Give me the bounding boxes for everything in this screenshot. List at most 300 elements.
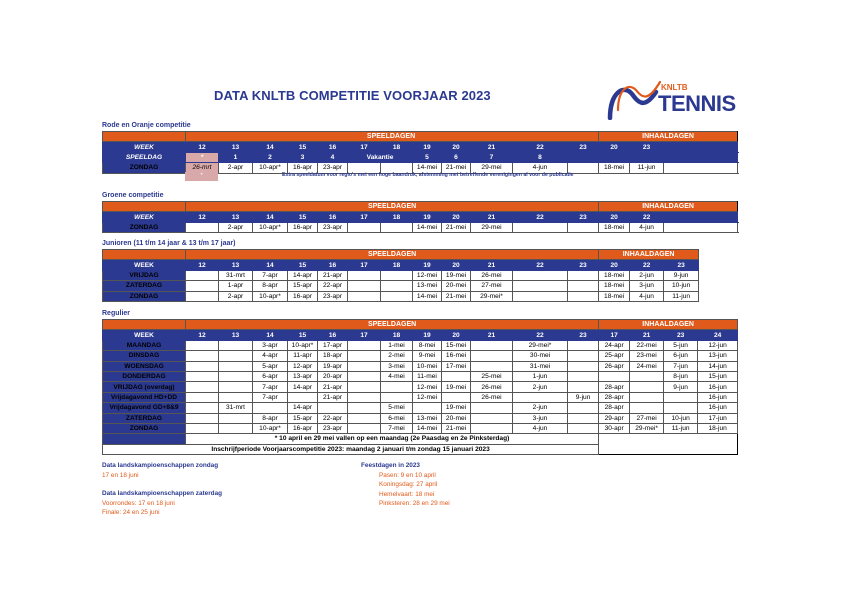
groene-table	[102, 201, 738, 233]
date-cell: 15-apr	[288, 281, 318, 291]
date-cell: 10-mei	[413, 361, 442, 371]
week-cell: 13	[219, 330, 253, 340]
inhaal-date-cell: 3-jun	[630, 281, 664, 291]
date-cell: 20-mei	[442, 281, 471, 291]
date-cell: 30-mei	[513, 351, 568, 361]
date-cell	[381, 222, 413, 232]
section-title-regulier: Regulier	[102, 310, 131, 317]
inhaal-date-cell	[664, 222, 738, 232]
row-label: ZONDAG	[103, 291, 186, 301]
week-cell: 16	[318, 260, 348, 270]
week-label: WEEK	[103, 212, 186, 222]
date-cell	[413, 403, 442, 413]
logo-tennis-text: TENNIS	[658, 91, 736, 116]
week-cell: 18	[381, 330, 413, 340]
date-cell: 10-apr*	[253, 291, 288, 301]
week-cell: 15	[288, 330, 318, 340]
date-cell: 20-mei	[442, 413, 471, 423]
week-cell: 22	[513, 142, 568, 152]
date-cell: 19-apr	[318, 361, 348, 371]
date-cell: 19-mei	[442, 270, 471, 280]
date-cell: 10-apr*	[253, 222, 288, 232]
speeldag-label: SPEELDAG	[103, 152, 186, 162]
inhaal-date-cell: 18-mei	[599, 163, 630, 173]
inhaal-date-cell: 28-apr	[599, 392, 630, 402]
week-cell: 18	[381, 142, 413, 152]
table-row	[103, 340, 738, 350]
date-cell: 7-mei	[381, 423, 413, 433]
inhaal-date-cell	[630, 392, 664, 402]
date-cell: 17-mei	[442, 361, 471, 371]
date-cell	[568, 340, 599, 350]
date-cell: 9-mei	[413, 351, 442, 361]
feestdag-item: Koningsdag: 27 april	[379, 481, 438, 488]
feestdag-item: Hemelvaart: 18 mei	[379, 490, 435, 498]
date-cell	[219, 371, 253, 381]
date-cell: 13-mei	[413, 281, 442, 291]
inhaal-date-cell: 29-mei*	[630, 423, 664, 433]
date-cell: 12-apr	[288, 361, 318, 371]
row-label: DONDERDAG	[103, 371, 186, 381]
date-cell: 22-apr	[318, 281, 348, 291]
date-cell: 14-apr	[288, 382, 318, 392]
week-cell: 14	[253, 212, 288, 222]
date-cell	[568, 222, 599, 232]
date-cell: 21-apr	[318, 392, 348, 402]
inhaal-date-cell	[630, 382, 664, 392]
date-cell: 12-mei	[413, 270, 442, 280]
lk-zondag-title: Data landskampioenschappen zondag	[102, 462, 219, 469]
date-cell: 3-apr	[253, 340, 288, 350]
week-cell: 12	[186, 212, 219, 222]
date-cell	[186, 403, 219, 413]
week-cell: 17	[348, 260, 381, 270]
week-cell: 22	[513, 212, 568, 222]
week-cell: 17	[348, 330, 381, 340]
inhaal-week-cell	[664, 142, 738, 152]
date-cell: 21-apr	[318, 382, 348, 392]
footer-feestdagen	[361, 461, 450, 509]
section-title-junioren: Junioren (11 t/m 14 jaar & 13 t/m 17 jaar)	[102, 240, 236, 247]
date-cell	[219, 351, 253, 361]
tennis-swoosh-icon	[606, 80, 661, 120]
inhaal-date-cell: 5-jun	[664, 340, 698, 350]
table-row	[103, 392, 738, 402]
date-cell: 2-jun	[513, 382, 568, 392]
date-cell: 19-mei	[442, 403, 471, 413]
date-cell: 29-mei	[471, 222, 513, 232]
date-cell: 14-mei	[413, 222, 442, 232]
speeldag-cell: 7	[471, 152, 513, 162]
inhaal-date-cell: 18-mei	[599, 270, 630, 280]
week-cell: 23	[568, 142, 599, 152]
note-marker: *	[185, 172, 218, 181]
inhaal-date-cell: 16-jun	[698, 382, 738, 392]
date-cell: 29-mei	[471, 163, 513, 173]
speeldag-cell: 4	[318, 152, 348, 162]
inhaal-date-cell: 28-apr	[599, 403, 630, 413]
inhaal-date-cell	[664, 163, 738, 173]
date-cell: 6-mei	[381, 413, 413, 423]
date-cell	[219, 423, 253, 433]
row-label: ZONDAG	[103, 423, 186, 433]
zondag-label: ZONDAG	[103, 163, 186, 173]
date-cell	[186, 371, 219, 381]
date-cell	[348, 403, 381, 413]
feestdag-item: Pasen: 9 en 10 april	[379, 471, 436, 479]
date-cell: 21-mei	[442, 423, 471, 433]
week-cell: 15	[288, 260, 318, 270]
inhaal-week-cell	[664, 212, 738, 222]
date-cell: 12-mei	[413, 382, 442, 392]
week-cell: 21	[471, 212, 513, 222]
date-cell: 1-apr	[219, 281, 253, 291]
date-cell: 31-mrt	[219, 270, 253, 280]
speeldagen-header: SPEELDAGEN	[186, 132, 599, 142]
inhaal-date-cell: 4-jun	[630, 291, 664, 301]
week-label: WEEK	[103, 260, 186, 270]
date-cell: 15-mei	[442, 340, 471, 350]
week-cell: 17	[348, 142, 381, 152]
date-cell: 29-mei*	[471, 291, 513, 301]
rode-footnote: Extra speeldatum voor regio's met een hoge baandruk, afstemming met betreffende verenigingen al voor de publicatie	[282, 172, 574, 178]
week-cell: 13	[219, 260, 253, 270]
date-cell	[219, 382, 253, 392]
inhaal-date-cell: 23-mei	[630, 351, 664, 361]
inhaal-week-cell: 22	[630, 212, 664, 222]
date-cell: 7-apr	[253, 392, 288, 402]
date-cell: 25-mei	[471, 371, 513, 381]
date-cell: 10-apr*	[253, 163, 288, 173]
row-label: Vrijdagavond HD+DD	[103, 392, 186, 402]
inhaal-date-cell: 11-jun	[664, 423, 698, 433]
speeldag-cell: 2	[253, 152, 288, 162]
inhaal-week-cell: 20	[599, 260, 630, 270]
date-cell	[471, 423, 513, 433]
date-cell	[186, 351, 219, 361]
inhaaldagen-header: INHAALDAGEN	[599, 202, 738, 212]
date-cell: 26-mei	[471, 382, 513, 392]
inhaal-date-cell	[630, 403, 664, 413]
junioren-table	[102, 249, 699, 302]
date-cell: 13-mei	[413, 413, 442, 423]
date-cell	[348, 382, 381, 392]
inhaal-date-cell: 17-jun	[698, 413, 738, 423]
inhaal-week-cell: 20	[599, 142, 630, 152]
speeldag-cell: 3	[288, 152, 318, 162]
date-cell	[186, 382, 219, 392]
table-row	[103, 351, 738, 361]
date-cell: 23-apr	[318, 222, 348, 232]
date-cell	[348, 423, 381, 433]
inhaal-date-cell: 15-jun	[698, 371, 738, 381]
date-cell	[381, 382, 413, 392]
table-row	[103, 403, 738, 413]
date-cell: 2-apr	[219, 222, 253, 232]
inhaal-date-cell: 6-jun	[664, 351, 698, 361]
inschrijfperiode-note: Inschrijfperiode Voorjaarscompetitie 2023: maandag 2 januari t/m zondag 15 januari 2023	[103, 444, 599, 454]
date-cell	[568, 413, 599, 423]
date-cell	[348, 340, 381, 350]
speeldag-cell: 1	[219, 152, 253, 162]
inhaal-date-cell: 12-jun	[698, 340, 738, 350]
week-cell: 19	[413, 330, 442, 340]
week-cell: 19	[413, 212, 442, 222]
inhaal-date-cell: 25-apr	[599, 351, 630, 361]
date-cell: 2-apr	[219, 291, 253, 301]
inhaal-date-cell: 18-mei	[599, 291, 630, 301]
date-cell	[186, 361, 219, 371]
date-cell	[348, 270, 381, 280]
date-cell: 26-mei	[471, 270, 513, 280]
date-cell: 1-jun	[513, 371, 568, 381]
date-cell	[471, 351, 513, 361]
week-cell: 13	[219, 212, 253, 222]
inhaal-date-cell: 2-jun	[630, 270, 664, 280]
date-cell	[219, 392, 253, 402]
date-cell: 18-apr	[318, 351, 348, 361]
date-cell: 23-apr	[318, 163, 348, 173]
date-cell: 9-jun	[568, 392, 599, 402]
week-cell: 13	[219, 142, 253, 152]
date-cell	[568, 291, 599, 301]
inhaal-week-cell: 23	[630, 142, 664, 152]
date-cell: 16-apr	[288, 291, 318, 301]
week-cell: 16	[318, 212, 348, 222]
table-row	[103, 281, 699, 291]
date-cell	[348, 361, 381, 371]
date-cell	[513, 281, 568, 291]
inhaal-date-cell	[630, 371, 664, 381]
table-row	[103, 423, 738, 433]
row-label: VRIJDAG	[103, 270, 186, 280]
date-cell	[186, 222, 219, 232]
date-cell: 2-apr	[219, 163, 253, 173]
date-cell	[513, 392, 568, 402]
inhaal-week-cell: 21	[630, 330, 664, 340]
inhaal-date-cell: 8-jun	[664, 371, 698, 381]
date-cell	[568, 371, 599, 381]
date-cell	[381, 270, 413, 280]
date-cell	[348, 222, 381, 232]
inhaal-date-cell: 16-jun	[698, 392, 738, 402]
inhaal-date-cell: 11-jun	[630, 163, 664, 173]
week-cell: 23	[568, 330, 599, 340]
week-cell: 15	[288, 142, 318, 152]
inhaal-date-cell: 9-jun	[664, 382, 698, 392]
date-cell: 16-apr	[288, 222, 318, 232]
date-cell	[471, 361, 513, 371]
date-cell	[186, 281, 219, 291]
date-cell	[348, 413, 381, 423]
date-cell	[568, 270, 599, 280]
inhaal-date-cell: 7-jun	[664, 361, 698, 371]
week-cell: 19	[413, 142, 442, 152]
row-label: DINSDAG	[103, 351, 186, 361]
date-cell	[288, 392, 318, 402]
date-cell	[318, 403, 348, 413]
speeldagen-header: SPEELDAGEN	[186, 320, 599, 330]
page-title: DATA KNLTB COMPETITIE VOORJAAR 2023	[214, 88, 491, 103]
feestdag-item: Pinksteren: 28 en 29 mei	[379, 500, 450, 507]
section-title-groene: Groene competitie	[102, 192, 164, 199]
speeldag-cell: 5	[413, 152, 442, 162]
week-cell: 17	[348, 212, 381, 222]
speeldagen-header: SPEELDAGEN	[186, 250, 599, 260]
week-cell: 18	[381, 260, 413, 270]
lk-zaterdag-voorrondes: Voorrondes: 17 en 18 juni	[102, 499, 175, 507]
date-cell	[513, 222, 568, 232]
week-cell: 18	[381, 212, 413, 222]
date-cell: 14-mei	[413, 423, 442, 433]
week-cell: 12	[186, 142, 219, 152]
date-cell	[471, 340, 513, 350]
lk-zaterdag-finale: Finale: 24 en 25 juni	[102, 509, 160, 516]
date-cell: 23-apr	[318, 291, 348, 301]
date-cell: 31-mei	[513, 361, 568, 371]
date-cell: 20-apr	[318, 371, 348, 381]
date-cell: 4-jun	[513, 163, 568, 173]
date-cell: 11-apr	[288, 351, 318, 361]
knltb-tennis-logo	[606, 80, 736, 120]
date-cell: 7-apr	[253, 382, 288, 392]
speeldagen-header: SPEELDAGEN	[186, 202, 599, 212]
date-cell	[568, 361, 599, 371]
date-cell	[186, 392, 219, 402]
date-cell: 22-apr	[318, 413, 348, 423]
date-cell: 4-mei	[381, 371, 413, 381]
date-cell: 4-apr	[253, 351, 288, 361]
date-cell: 14-mei	[413, 291, 442, 301]
week-cell: 14	[253, 260, 288, 270]
row-label: WOENSDAG	[103, 361, 186, 371]
inhaal-week-cell: 24	[698, 330, 738, 340]
date-cell	[471, 403, 513, 413]
date-cell: 8-apr	[253, 413, 288, 423]
row-label: Vrijdagavond GD+8&9	[103, 403, 186, 413]
date-cell	[348, 291, 381, 301]
table-row	[103, 382, 738, 392]
date-cell	[348, 351, 381, 361]
speeldag-cell: *	[186, 152, 219, 162]
week-cell: 14	[253, 142, 288, 152]
inhaal-date-cell: 29-apr	[599, 413, 630, 423]
date-cell: 3-jun	[513, 413, 568, 423]
week-cell: 20	[442, 260, 471, 270]
date-cell	[442, 392, 471, 402]
inhaaldagen-header: INHAALDAGEN	[599, 320, 738, 330]
table-row	[103, 361, 738, 371]
row-label: ZATERDAG	[103, 413, 186, 423]
inhaal-week-cell: 22	[630, 260, 664, 270]
zondag-label: ZONDAG	[103, 222, 186, 232]
inhaal-date-cell: 10-jun	[664, 281, 699, 291]
date-cell: 7-apr	[253, 270, 288, 280]
lk-zondag-dates: 17 en 18 juni	[102, 471, 139, 479]
week-cell: 19	[413, 260, 442, 270]
date-cell: 26-mei	[471, 392, 513, 402]
date-cell	[568, 403, 599, 413]
regulier-table	[102, 319, 738, 455]
date-cell: 3-mei	[381, 361, 413, 371]
inhaal-date-cell: 11-jun	[664, 291, 699, 301]
date-cell: 16-apr	[288, 423, 318, 433]
regulier-footnote: * 10 april en 29 mei vallen op een maandag (2e Paasdag en 2e Pinksterdag)	[186, 434, 599, 444]
inhaal-date-cell: 28-apr	[599, 382, 630, 392]
logo-knltb-text: KNLTB	[661, 83, 688, 92]
date-cell	[442, 371, 471, 381]
date-cell: 5-apr	[253, 361, 288, 371]
inhaal-date-cell: 18-mei	[599, 281, 630, 291]
date-cell: 2-mei	[381, 351, 413, 361]
inhaal-date-cell: 30-apr	[599, 423, 630, 433]
date-cell: 19-mei	[442, 382, 471, 392]
table-row	[103, 270, 699, 280]
row-label: MAANDAG	[103, 340, 186, 350]
inhaal-date-cell: 18-mei	[599, 222, 630, 232]
date-cell	[381, 392, 413, 402]
date-cell: 5-mei	[381, 403, 413, 413]
inhaal-date-cell: 4-jun	[630, 222, 664, 232]
date-cell	[568, 351, 599, 361]
date-cell	[568, 423, 599, 433]
week-cell: 23	[568, 212, 599, 222]
date-cell: 15-apr	[288, 413, 318, 423]
speeldag-cell	[568, 152, 599, 162]
date-cell: 16-apr	[288, 163, 318, 173]
week-cell: 14	[253, 330, 288, 340]
inhaal-date-cell	[664, 403, 698, 413]
date-cell	[381, 291, 413, 301]
date-cell: 29-mei*	[513, 340, 568, 350]
speeldag-cell: 6	[442, 152, 471, 162]
inhaal-week-cell: 23	[664, 260, 699, 270]
date-cell: 6-apr	[253, 371, 288, 381]
speeldag-cell: 8	[513, 152, 568, 162]
date-cell	[253, 403, 288, 413]
date-cell: 31-mrt	[219, 403, 253, 413]
date-cell	[186, 340, 219, 350]
date-cell: 21-apr	[318, 270, 348, 280]
feestdagen-title: Feestdagen in 2023	[361, 462, 420, 469]
inhaal-date-cell: 24-apr	[599, 340, 630, 350]
date-cell	[219, 340, 253, 350]
week-cell: 16	[318, 142, 348, 152]
inhaaldagen-header: INHAALDAGEN	[599, 132, 738, 142]
inhaal-week-cell: 20	[599, 212, 630, 222]
week-cell: 21	[471, 330, 513, 340]
date-cell: 26-mrt	[186, 163, 219, 173]
date-cell: 16-mei	[442, 351, 471, 361]
inhaal-date-cell: 24-mei	[630, 361, 664, 371]
inhaal-date-cell: 22-mei	[630, 340, 664, 350]
inhaaldagen-header: INHAALDAGEN	[599, 250, 699, 260]
week-cell: 21	[471, 142, 513, 152]
date-cell	[513, 291, 568, 301]
date-cell: 17-apr	[318, 340, 348, 350]
footer-landskampioenschappen	[102, 461, 222, 518]
inhaal-week-cell: 17	[599, 330, 630, 340]
inhaal-date-cell	[599, 371, 630, 381]
table-row	[103, 413, 738, 423]
section-title-rode-oranje: Rode en Oranje competitie	[102, 122, 191, 129]
date-cell: 4-jun	[513, 423, 568, 433]
date-cell: 8-apr	[253, 281, 288, 291]
week-cell: 12	[186, 260, 219, 270]
date-cell: 21-mei	[442, 291, 471, 301]
date-cell	[568, 382, 599, 392]
inhaal-date-cell: 13-jun	[698, 351, 738, 361]
